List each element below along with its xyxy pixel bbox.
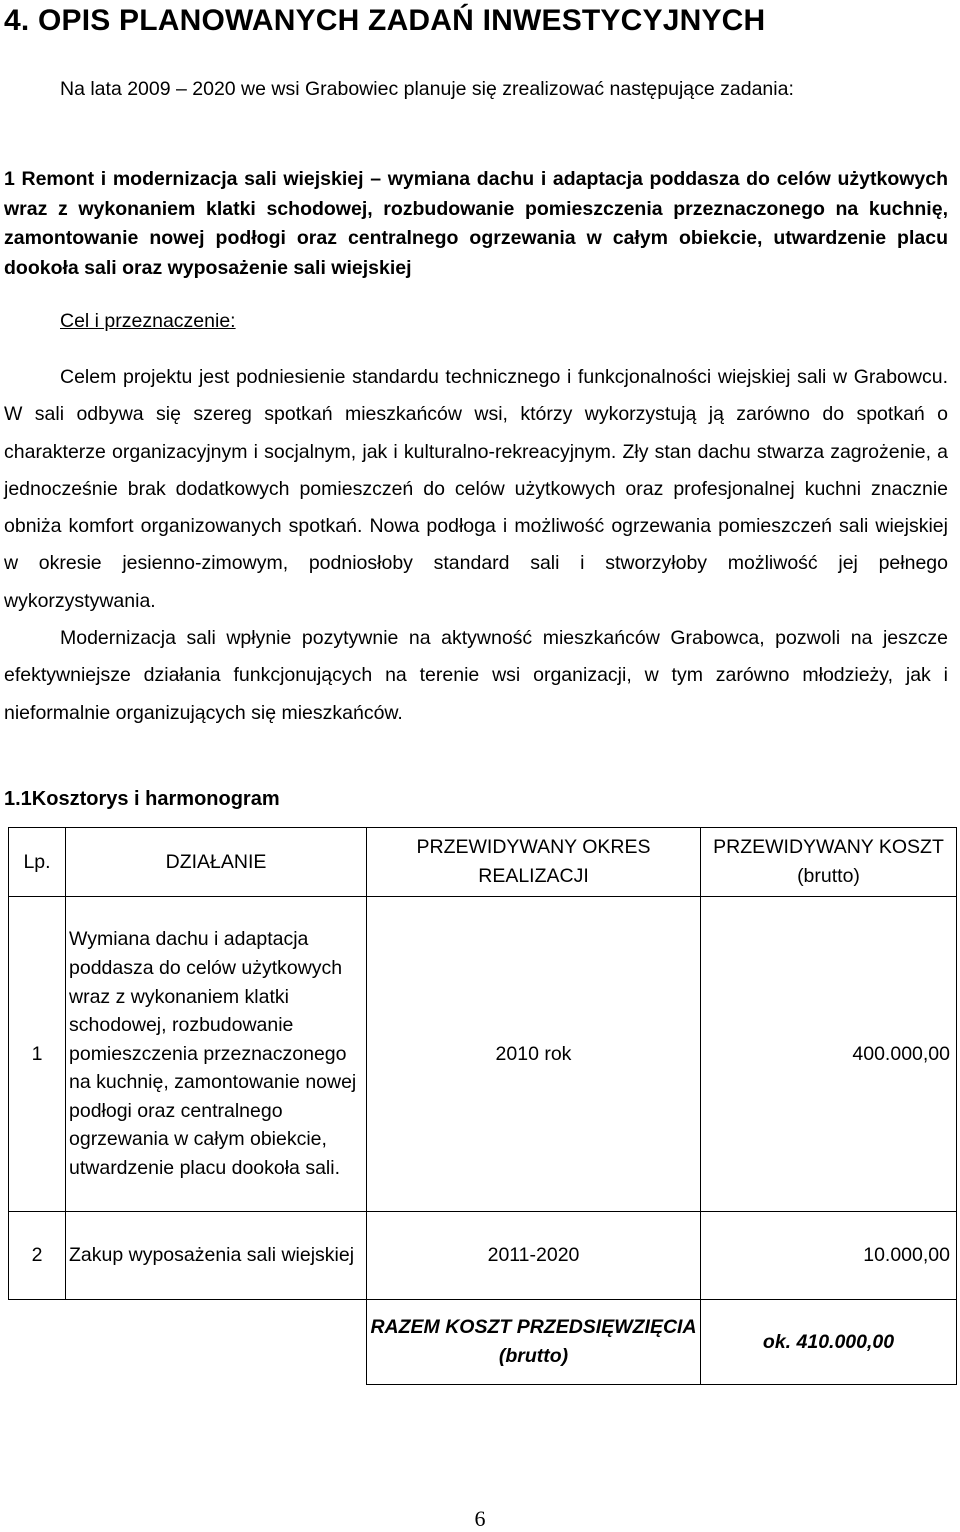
table-row: [9, 1212, 957, 1300]
total-row: [366, 1299, 957, 1385]
row-action: Zakup wyposażenia sali wiejskiej: [66, 1212, 367, 1300]
row-action: Wymiana dachu i adaptacja poddasza do celów użytkowych wraz z wykonaniem klatki schodowej, rozbudowanie pomieszczenia przeznaczonego na kuchnię, zamontowanie nowej podłogi oraz centralnego ogrzewania w całym obiekcie, utwardzenie placu dookoła sali.: [66, 897, 367, 1212]
total-label: RAZEM KOSZT PRZEDSIĘWZIĘCIA (brutto): [367, 1300, 701, 1385]
total-value: ok. 410.000,00: [701, 1300, 957, 1385]
row-cost: 400.000,00: [701, 897, 957, 1212]
row-lp: 1: [9, 897, 66, 1212]
goal-label: Cel i przeznaczenie:: [60, 310, 236, 332]
row-period: 2011-2020: [367, 1212, 701, 1300]
page-number: 6: [474, 1506, 486, 1531]
row-period: 2010 rok: [367, 897, 701, 1212]
table-header-row: [9, 828, 957, 897]
header-cost: PRZEWIDYWANY KOSZT (brutto): [701, 828, 957, 897]
header-action: DZIAŁANIE: [66, 828, 367, 897]
goal-body: [4, 359, 948, 732]
goal-paragraph: Modernizacja sali wpłynie pozytywnie na aktywność mieszkańców Grabowca, pozwoli na jeszcze efektywniejsze działania funkcjonujących na terenie wsi organizacji, w tym zarówno młodzieży, jak i nieformalnie organizujących się mieszkańców.: [4, 627, 948, 724]
task-title: 1 Remont i modernizacja sali wiejskiej – wymiana dachu i adaptacja poddasza do celów użytkowych wraz z wykonaniem klatki schodowej, rozbudowanie pomieszczenia przeznaczonego na kuchnię, zamontowanie nowej podłogi oraz centralnego ogrzewania w całym obiekcie, utwardzenie placu dookoła sali oraz wyposażenie sali wiejskiej: [4, 168, 948, 279]
header-period: PRZEWIDYWANY OKRES REALIZACJI: [367, 828, 701, 897]
goal-paragraph: Celem projektu jest podniesienie standardu technicznego i funkcjonalności wiejskiej sali w Grabowcu. W sali odbywa się szereg spotkań mieszkańców wsi, którzy wykorzystują ją zarówno do spotkań o charakterze organizacyjnym i socjalnym, jak i kulturalno-rekreacyjnym. Zły stan dachu stwarza zagrożenie, a jednocześnie brak dodatkowych pomieszczeń do celów użytkowych oraz profesjonalnej kuchni znacznie obniża komfort organizowanych spotkań. Nowa podłoga i możliwość ogrzewania pomieszczeń sali wiejskiej w okresie jesienno-zimowym, podniosłoby standard sali i stworzyłoby możliwość jej pełnego wykorzystywania.: [4, 366, 948, 612]
section-title: 1.1Kosztorys i harmonogram: [4, 788, 280, 810]
row-lp: 2: [9, 1212, 66, 1300]
row-cost: 10.000,00: [701, 1212, 957, 1300]
page-heading: 4. OPIS PLANOWANYCH ZADAŃ INWESTYCYJNYCH: [4, 4, 766, 37]
intro-text: Na lata 2009 – 2020 we wsi Grabowiec planuje się zrealizować następujące zadania:: [60, 78, 794, 100]
table-row: [9, 897, 957, 1212]
header-lp: Lp.: [9, 828, 66, 897]
cost-table: [8, 827, 957, 1300]
